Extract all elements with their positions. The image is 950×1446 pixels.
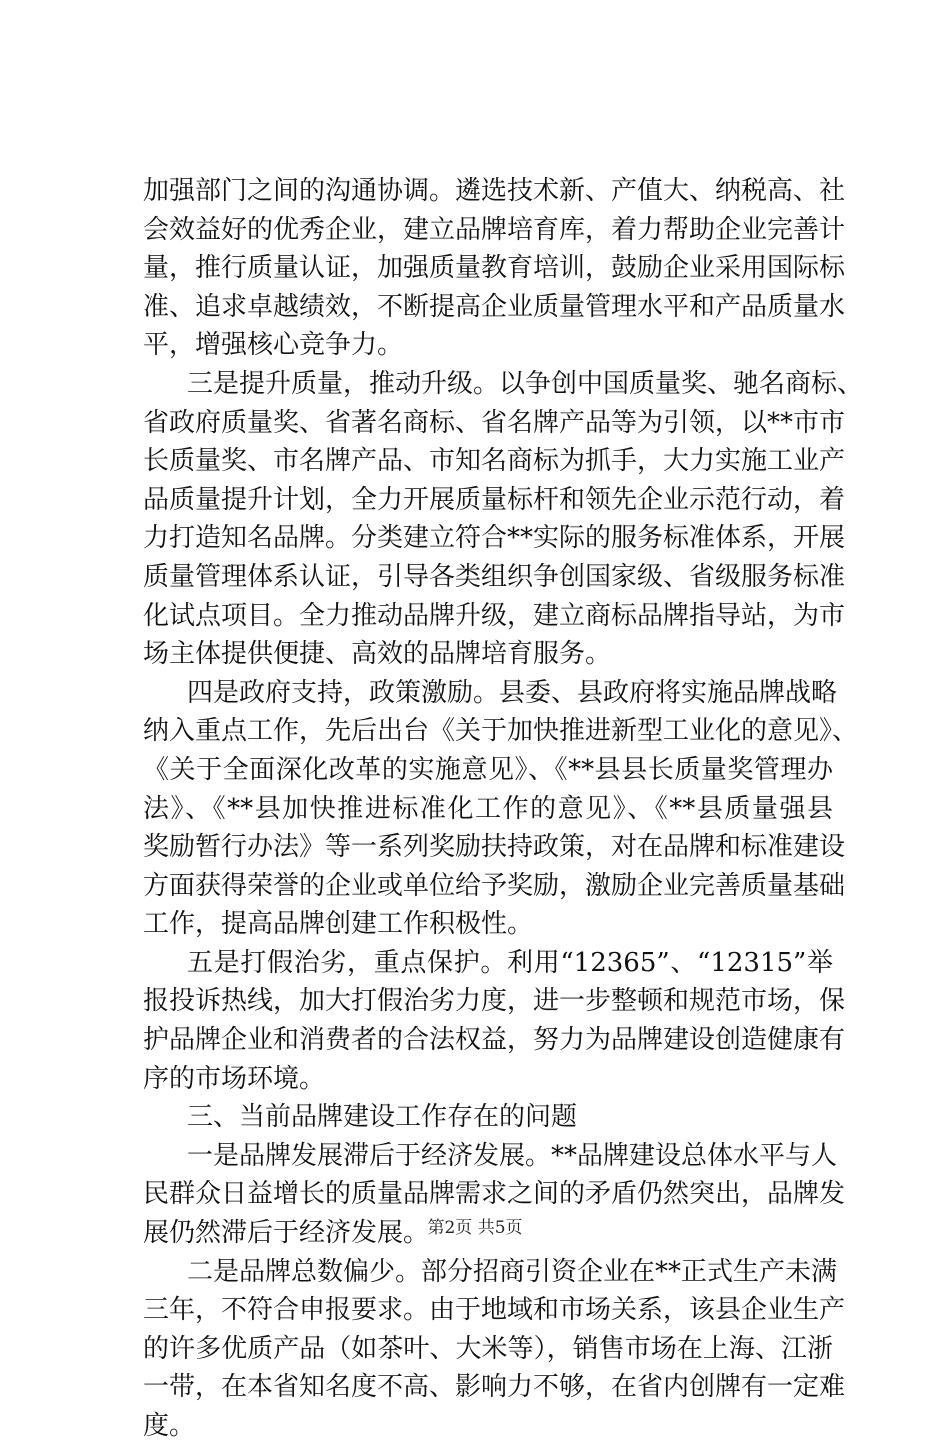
paragraph-first-line: 五是打假治劣，重点保护。利用“12365”、“12315”举 xyxy=(187,947,833,978)
text-line: 准、追求卓越绩效，不断提高企业质量管理水平和产品质量水 xyxy=(143,291,846,322)
text-line: 工作，提高品牌创建工作积极性。 xyxy=(143,909,534,940)
text-line: 奖励暂行办法》等一系列奖励扶持政策，对在品牌和标准建设 xyxy=(143,832,846,863)
text-line: 力打造知名品牌。分类建立符合**实际的服务标准体系，开展 xyxy=(143,523,846,554)
text-line: 纳入重点工作，先后出台《关于加快推进新型工业化的意见》、 xyxy=(143,716,859,747)
section-heading: 三、当前品牌建设工作存在的问题 xyxy=(187,1102,578,1133)
paragraph-first-line: 二是品牌总数偏少。部分招商引资企业在**正式生产未满 xyxy=(187,1256,838,1287)
text-line: 护品牌企业和消费者的合法权益，努力为品牌建设创造健康有 xyxy=(143,1025,846,1056)
text-line: 加强部门之间的沟通协调。遴选技术新、产值大、纳税高、社 xyxy=(143,176,846,206)
text-line: 法》、《**县加快推进标准化工作的意见》、《**县质量强县 xyxy=(143,793,833,824)
text-line: 《关于全面深化改革的实施意见》、《**县县长质量奖管理办 xyxy=(143,754,833,785)
text-line: 平，增强核心竞争力。 xyxy=(143,330,404,361)
text-line: 省政府质量奖、省著名商标、省名牌产品等为引领，以**市市 xyxy=(143,407,846,438)
text-line: 三年，不符合申报要求。由于地域和市场关系，该县企业生产 xyxy=(143,1295,846,1326)
text-line: 会效益好的优秀企业，建立品牌培育库，着力帮助企业完善计 xyxy=(143,214,846,245)
text-line: 一带，在本省知名度不高、影响力不够，在省内创牌有一定难 xyxy=(143,1372,846,1403)
text-line: 度。 xyxy=(143,1411,196,1441)
paragraph-first-line: 四是政府支持，政策激励。县委、县政府将实施品牌战略 xyxy=(187,677,838,708)
document-body xyxy=(143,172,864,1446)
text-line: 品质量提升计划，全力开展质量标杆和领先企业示范行动，着 xyxy=(143,484,846,515)
text-line: 长质量奖、市名牌产品、市知名商标为抓手，大力实施工业产 xyxy=(143,446,846,477)
text-line: 展仍然滞后于经济发展。 xyxy=(143,1218,430,1249)
text-line: 量，推行质量认证，加强质量教育培训，鼓励企业采用国际标 xyxy=(143,253,846,284)
page-footer: 第2页 共5页 xyxy=(427,1218,523,1238)
text-line: 民群众日益增长的质量品牌需求之间的矛盾仍然突出，品牌发 xyxy=(143,1179,846,1210)
text-line: 的许多优质产品（如茶叶、大米等），销售市场在上海、江浙 xyxy=(143,1333,833,1364)
paragraph-first-line: 一是品牌发展滞后于经济发展。**品牌建设总体水平与人 xyxy=(187,1140,838,1171)
paragraph-first-line: 三是提升质量，推动升级。以争创中国质量奖、驰名商标、 xyxy=(187,368,864,399)
text-line: 报投诉热线，加大打假治劣力度，进一步整顿和规范市场，保 xyxy=(143,986,846,1017)
text-line: 场主体提供便捷、高效的品牌培育服务。 xyxy=(143,639,612,670)
text-line: 方面获得荣誉的企业或单位给予奖励，激励企业完善质量基础 xyxy=(143,870,846,901)
text-line: 序的市场环境。 xyxy=(143,1063,326,1094)
text-line: 质量管理体系认证，引导各类组织争创国家级、省级服务标准 xyxy=(143,561,846,592)
text-line: 化试点项目。全力推动品牌升级，建立商标品牌指导站，为市 xyxy=(143,600,846,631)
